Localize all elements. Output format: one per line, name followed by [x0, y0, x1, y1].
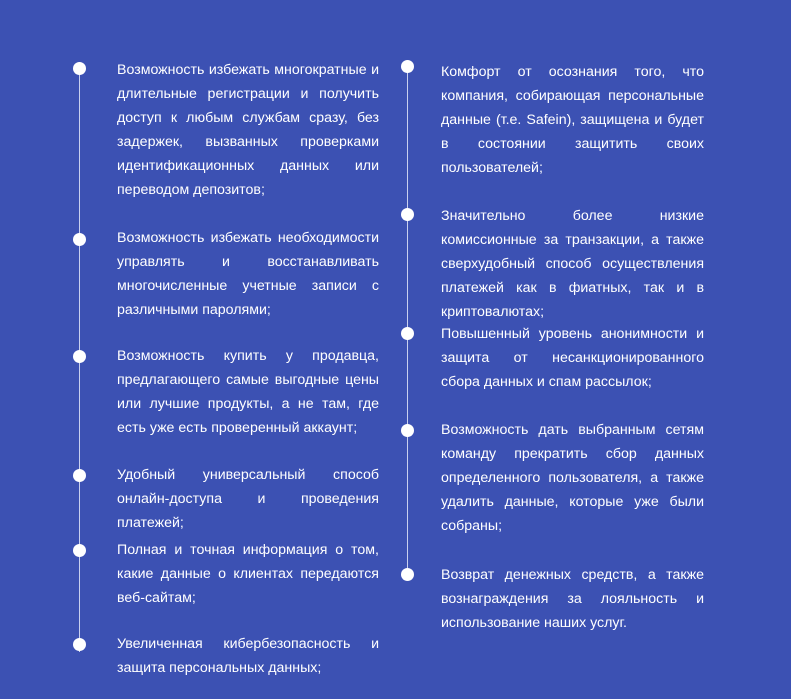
- list-item-text: Удобный универсальный способ онлайн-доступа и проведения платежей;: [117, 467, 379, 531]
- left-timeline-column: [0, 0, 395, 699]
- timeline-dot: [73, 544, 86, 557]
- list-item: [117, 538, 379, 610]
- timeline-dot: [401, 424, 414, 437]
- timeline-dot: [73, 350, 86, 363]
- timeline-dot: [401, 568, 414, 581]
- list-item: [441, 563, 704, 635]
- list-item-text: Полная и точная информация о том, какие данные о клиентах передаются веб-сайтам;: [117, 542, 379, 606]
- right-timeline-line: [407, 62, 408, 580]
- timeline-dot: [401, 327, 414, 340]
- list-item: [441, 322, 704, 394]
- timeline-dot: [73, 62, 86, 75]
- right-timeline-column: [395, 0, 791, 699]
- list-item-text: Возможность купить у продавца, предлагающего самые выгодные цены или лучшие продукты, а не там, где есть уже есть проверенный аккаунт;: [117, 348, 379, 436]
- list-item: [441, 204, 704, 324]
- list-item-text: Значительно более низкие комиссионные за транзакции, а также сверхудобный способ осуществления платежей как в фиатных, так и в криптовалютах;: [441, 208, 704, 320]
- list-item: [117, 463, 379, 535]
- list-item-text: Увеличенная кибербезопасность и защита персональных данных;: [117, 636, 379, 676]
- list-item-text: Возможность дать выбранным сетям команду прекратить сбор данных определенного пользователя, а также удалить данные, которые уже были собраны;: [441, 422, 704, 534]
- timeline-dot: [401, 208, 414, 221]
- timeline-dot: [73, 638, 86, 651]
- list-item-text: Возможность избежать необходимости управлять и восстанавливать многочисленные учетные записи с различными паролями;: [117, 230, 379, 318]
- list-item-text: Комфорт от осознания того, что компания, собирающая персональные данные (т.е. Safein), защищена и будет в состоянии защитить своих пользователей;: [441, 64, 704, 176]
- list-item: [117, 58, 379, 202]
- list-item: [117, 632, 379, 680]
- list-item-text: Возврат денежных средств, а также вознаграждения за лояльность и использование наших услуг.: [441, 567, 704, 631]
- timeline-dot: [73, 233, 86, 246]
- list-item: [117, 344, 379, 440]
- list-item: [441, 60, 704, 180]
- timeline-dot: [401, 60, 414, 73]
- list-item: [117, 226, 379, 322]
- list-item-text: Возможность избежать многократные и длительные регистрации и получить доступ к любым службам сразу, без задержек, вызванных проверками идентификационных данных или переводом депозитов;: [117, 62, 379, 198]
- timeline-dot: [73, 469, 86, 482]
- list-item: [441, 418, 704, 538]
- list-item-text: Повышенный уровень анонимности и защита от несанкционированного сбора данных и спам рассылок;: [441, 326, 704, 390]
